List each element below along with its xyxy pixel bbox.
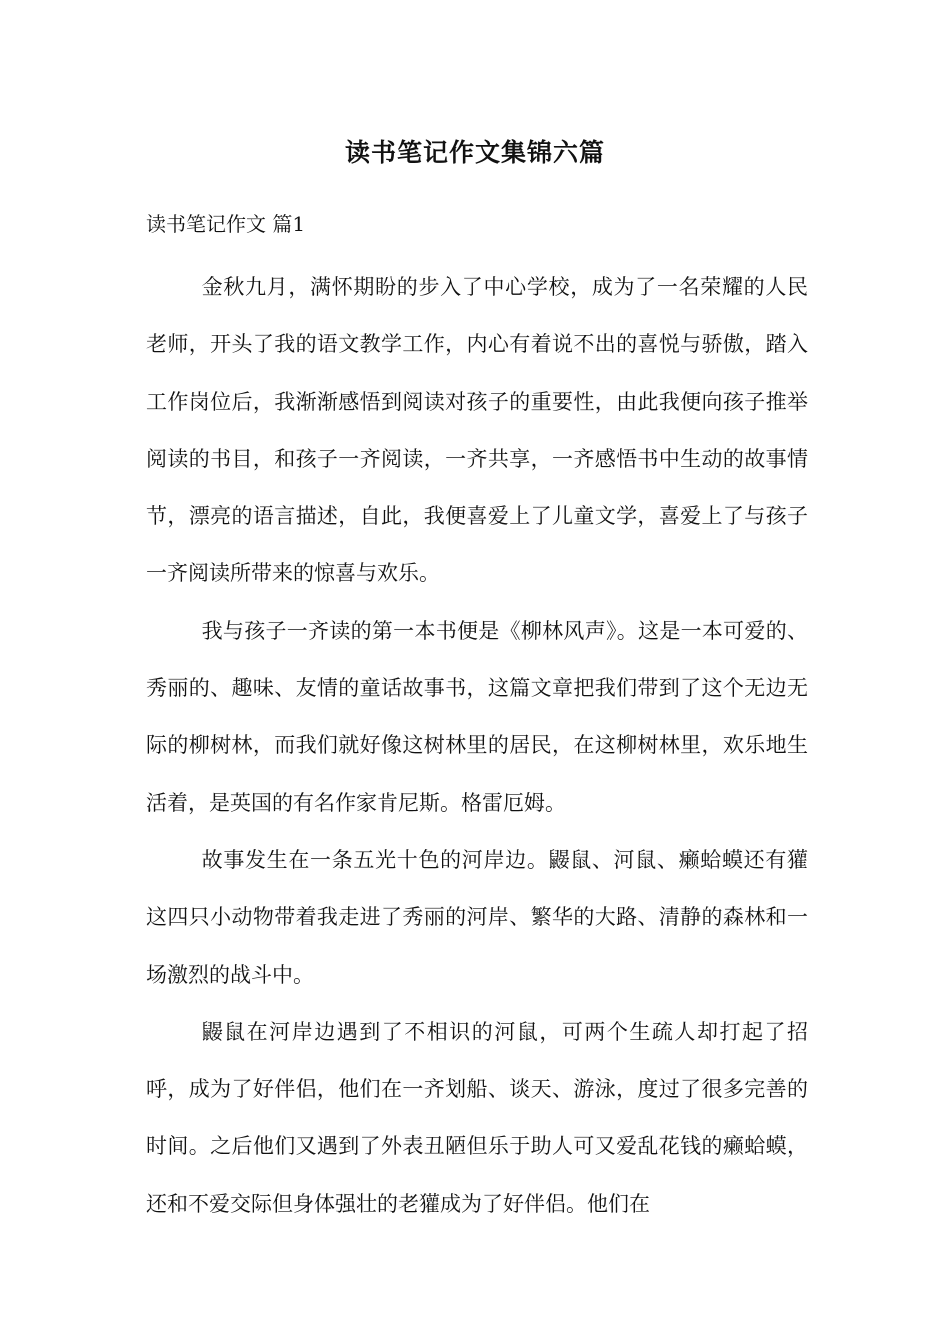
body-text bbox=[146, 259, 808, 1233]
page-title: 读书笔记作文集锦六篇 bbox=[344, 138, 605, 167]
paragraph: 鼹鼠在河岸边遇到了不相识的河鼠，可两个生疏人却打起了招呼，成为了好伴侣，他们在一齐划船、谈天、游泳，度过了很多完善的时间。之后他们又遇到了外表丑陋但乐于助人可又爱乱花钱的癞蛤蟆，还和不爱交际但身体强壮的老獾成为了好伴侣。他们在 bbox=[146, 1019, 808, 1216]
paragraph: 故事发生在一条五光十色的河岸边。鼹鼠、河鼠、癞蛤蟆还有獾这四只小动物带着我走进了秀丽的河岸、繁华的大路、清静的森林和一场激烈的战斗中。 bbox=[146, 847, 808, 987]
section-heading: 读书笔记作文 篇1 bbox=[146, 212, 306, 236]
paragraph: 我与孩子一齐读的第一本书便是《柳林风声》。这是一本可爱的、秀丽的、趣味、友情的童话故事书，这篇文章把我们带到了这个无边无际的柳树林，而我们就好像这树林里的居民，在这柳树林里，欢乐地生活着，是英国的有名作家肯尼斯。格雷厄姆。 bbox=[146, 618, 808, 815]
paragraph: 金秋九月，满怀期盼的步入了中心学校，成为了一名荣耀的人民老师，开头了我的语文教学工作，内心有着说不出的喜悦与骄傲，踏入工作岗位后，我渐渐感悟到阅读对孩子的重要性，由此我便向孩子推举阅读的书目，和孩子一齐阅读，一齐共享，一齐感悟书中生动的故事情节，漂亮的语言描述，自此，我便喜爱上了儿童文学，喜爱上了与孩子一齐阅读所带来的惊喜与欢乐。 bbox=[146, 275, 808, 586]
